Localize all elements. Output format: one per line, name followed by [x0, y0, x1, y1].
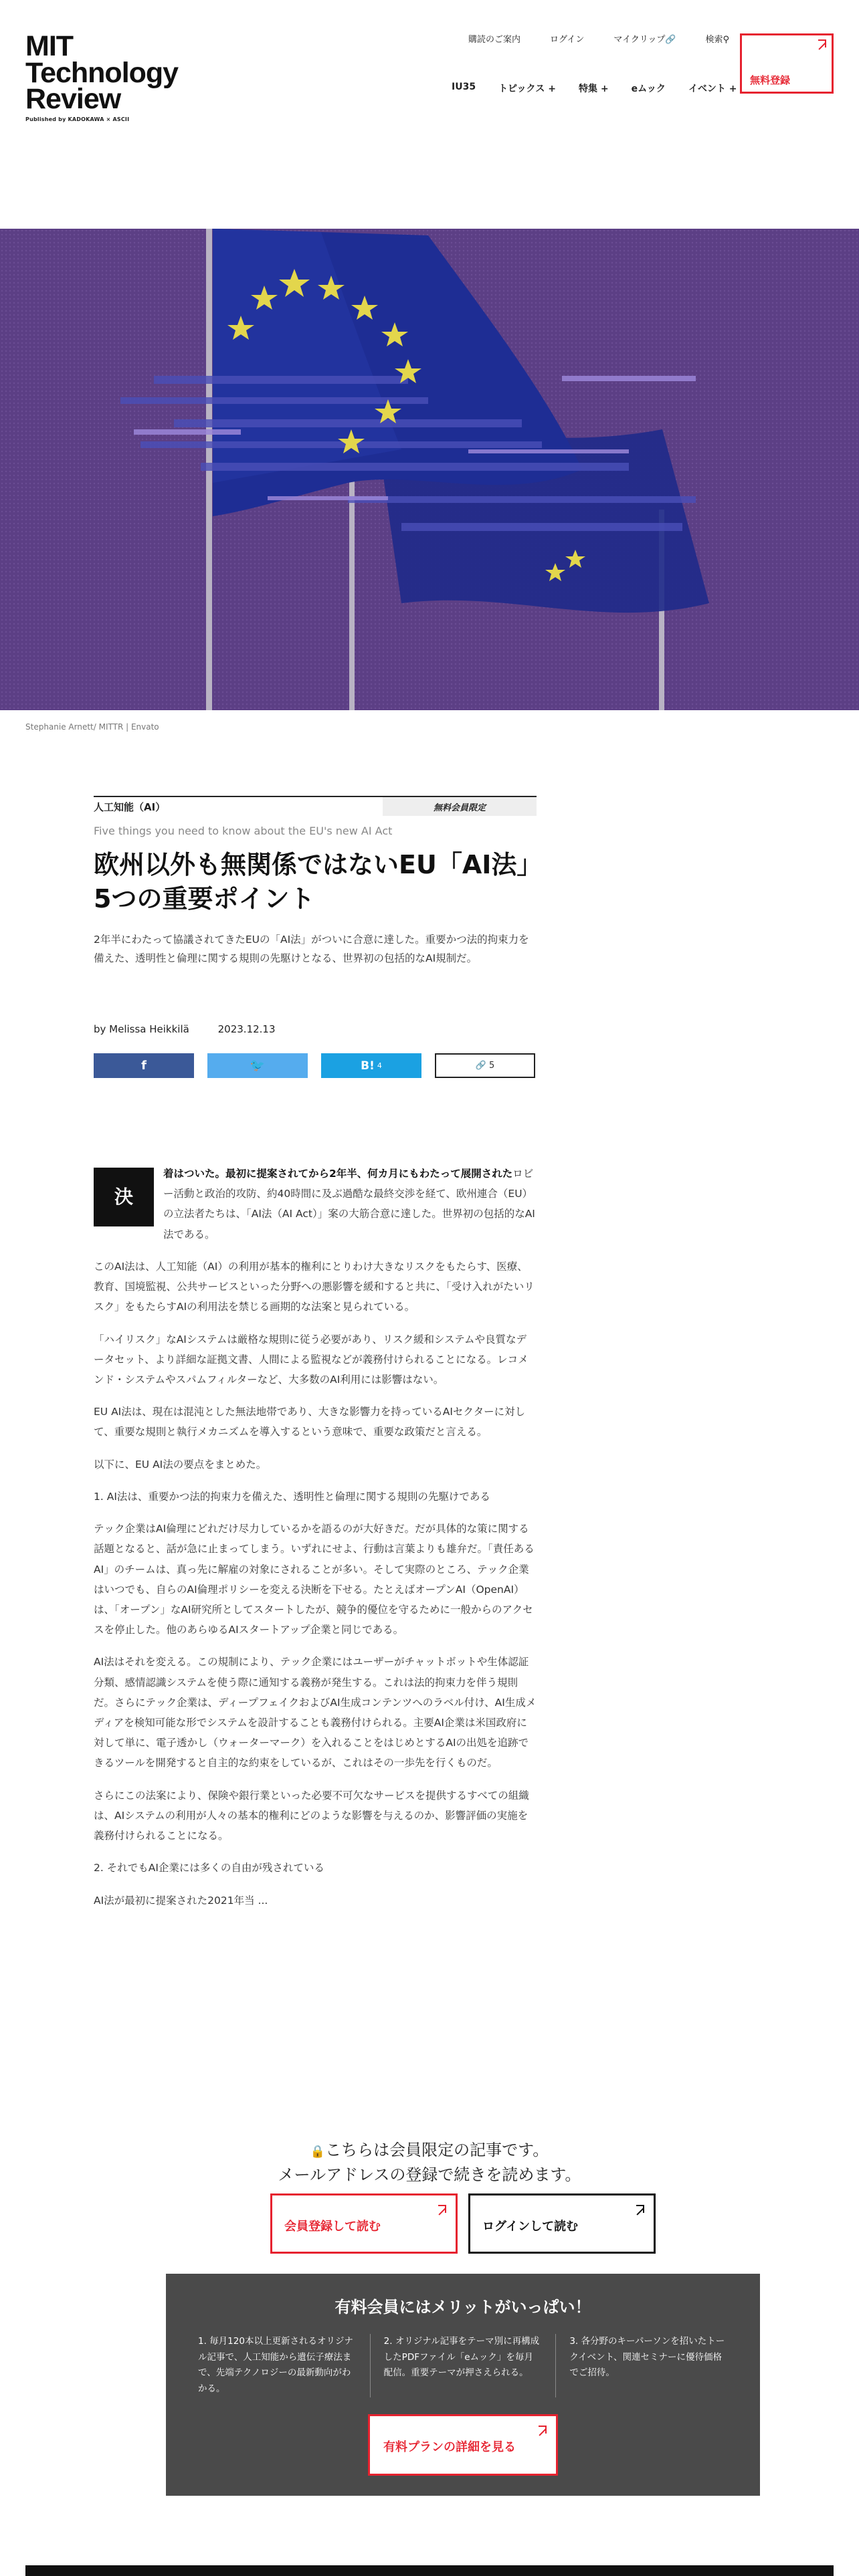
link-icon: 🔗 [475, 1061, 490, 1071]
nav-emook[interactable]: eムック [631, 84, 666, 94]
twitter-icon: 🐦 [250, 1059, 266, 1073]
arrow-up-right-icon [636, 2205, 644, 2213]
share-buttons [94, 1053, 535, 1078]
paragraph: テック企業はAI倫理にどれだけ尽力しているかを語るのが大好きだ。だが具体的な策に関する話題となると、話が急に止まってしまう。いずれにせよ、行動は言葉よりも雄弁だ。「責任あるAI」のチームは、真っ先に解雇の対象にされることが多い。そして実際のところ、テック企業はいつでも、自らのAI倫理ポリシーを変える決断を下せる。たとえばオープンAI（OpenAI）は、「オープン」なAI研究所としてスタートしたが、競争的優位を守るために一般からのアクセスを停止した。他のあらゆるAIスタートアップ企業と同じである。 [94, 1523, 535, 1636]
nav-iu35[interactable]: IU35 [452, 82, 476, 92]
login-read-button[interactable]: ログインして読む [468, 2193, 656, 2254]
nav-topics[interactable]: トピックス + [498, 84, 556, 94]
arrow-up-right-icon [438, 2205, 446, 2213]
image-credit: Stephanie Arnett/ MITTR | Envato [25, 722, 159, 732]
link-login[interactable]: ログイン [550, 35, 585, 45]
link-search[interactable]: 検索⚲ [705, 35, 730, 45]
panel-heading: 有料会員にはメリットがいっぱい！ [335, 2298, 591, 2317]
next-section-strip [25, 2565, 834, 2576]
publish-date: 2023.12.13 [217, 1023, 276, 1035]
benefit-item: 3. 各分野のキーパーソンを招いたトークイベント、関連セミナーに優待価格でご招待。 [555, 2334, 741, 2397]
lead-bold-text: 着はついた。最初に提案されてから2年半、何カ月にもわたって展開された [163, 1168, 513, 1180]
lock-icon: 🔒 [310, 2145, 326, 2159]
hero-image [0, 229, 859, 710]
article-title: 欧州以外も無関係ではないEU「AI法」5つの重要ポイント [94, 850, 530, 914]
article-body [94, 1164, 537, 1923]
link-subscribe[interactable]: 購読のご案内 [468, 35, 521, 45]
facebook-share-button[interactable] [94, 1053, 194, 1078]
gate-line-2: メールアドレスの登録で続きを読めます。 [278, 2165, 581, 2184]
main-nav [452, 82, 760, 95]
logo-line-2: Technology [25, 56, 179, 89]
hatena-count: 4 [377, 1061, 382, 1070]
paid-plan-details-button[interactable]: 有料プランの詳細を見る [368, 2414, 558, 2476]
article-lede: 2年半にわたって協議されてきたEUの「AI法」がついに合意に達した。重要かつ法的拘束力を備えた、透明性と倫理に関する規則の先駆けとなる、世界初の包括的なAI規制だ。 [94, 934, 529, 964]
twitter-share-button[interactable] [207, 1053, 308, 1078]
nav-events[interactable]: イベント + [688, 84, 737, 94]
article-meta-row [94, 796, 537, 816]
member-gate-message [0, 2137, 859, 2185]
paid-benefits-panel [166, 2274, 760, 2496]
section-heading: 2. それでもAI企業には多くの自由が残されている [94, 1862, 324, 1874]
eu-flag-illustration [0, 229, 859, 710]
benefit-item: 1. 毎月120本以上更新されるオリジナル記事で、人工知能から遺伝子療法まで、先端テクノロジーの最新動向がわかる。 [198, 2336, 353, 2394]
author[interactable]: by Melissa Heikkilä [94, 1023, 189, 1035]
register-read-button[interactable]: 会員登録して読む [270, 2193, 458, 2254]
benefits-list [185, 2334, 741, 2397]
clip-button[interactable] [435, 1053, 535, 1078]
arrow-up-right-icon [539, 2426, 547, 2434]
facebook-icon: f [141, 1059, 147, 1073]
hatena-bookmark-button[interactable] [321, 1053, 421, 1078]
paragraph: AI法はそれを変える。この規制により、テック企業にはユーザーがチャットボットや生体認証分類、感情認識システムを使う際に通知する義務が発生する。これは法的拘束力を伴う規則だ。さらにテック企業は、ディープフェイクおよびAI生成コンテンツへのラベル付け、AI生成メディアを検知可能な形でシステムを設計することも義務付けられる。主要AI企業は米国政府に対して単に、電子透かし（ウォーターマーク）を入れることをはじめとするAIの出処を追跡できるツールを開発すると自主的な約束をしているが、これはその一歩先を行くものだ。 [94, 1656, 537, 1769]
lead-text: ロビー活動と政治的攻防、約40時間に及ぶ過酷な最終交渉を経て、欧州連合（EU）の立法者たちは、「AI法（AI Act）」案の大筋合意に達した。世界初の包括的なAI法である。 [163, 1168, 535, 1241]
paragraph: AI法が最初に提案された2021年当 ... [94, 1894, 268, 1907]
logo-line-1: MIT [25, 30, 74, 62]
nav-features[interactable]: 特集 + [578, 84, 609, 94]
gate-line-1: こちらは会員限定の記事です。 [325, 2141, 549, 2159]
clip-count: 5 [489, 1061, 495, 1071]
paragraph: EU AI法は、現在は混沌とした無法地帯であり、大きな影響力を持っているAIセクターに対して、重要な規則と執行メカニズムを導入するという意味で、重要な政策だと言える。 [94, 1406, 526, 1438]
paragraph: このAI法は、人工知能（AI）の利用が基本的権利にとりわけ大きなリスクをもたらす、医療、教育、国境監視、公共サービスといった分野への悪影響を緩和すると共に、「受け入れがたいリスク」をもたらすAIの利用法を禁じる画期的な法案と見られている。 [94, 1260, 535, 1313]
byline [94, 1023, 276, 1035]
top-links [468, 32, 729, 45]
logo-line-3: Review [25, 83, 121, 116]
site-header [0, 0, 859, 221]
paragraph: 「ハイリスク」なAIシステムは厳格な規則に従う必要があり、リスク緩和システムや良質なデータセット、より詳細な証拠文書、人間による監視などが義務付けられることになる。レコメンド・システムやスパムフィルターなど、大多数のAI利用には影響はない。 [94, 1333, 529, 1386]
link-icon: 🔗 [665, 35, 676, 45]
drop-cap: 決 [94, 1168, 154, 1226]
hatena-icon: B! [361, 1059, 375, 1073]
link-myclip[interactable]: マイクリップ🔗 [613, 35, 676, 45]
paragraph: 以下に、EU AI法の要点をまとめた。 [94, 1458, 267, 1471]
content-fade-overlay [0, 1939, 859, 2086]
logo-publisher: Published by KADOKAWA × ASCII [25, 116, 130, 122]
section-heading: 1. AI法は、重要かつ法的拘束力を備えた、透明性と倫理に関する規則の先駆けである [94, 1490, 490, 1503]
members-only-badge: 無料会員限定 [383, 797, 537, 816]
lead-paragraph [94, 1164, 537, 1245]
paragraph: さらにこの法案により、保険や銀行業といった必要不可欠なサービスを提供するすべての組織は、AIシステムの利用が人々の基本的権利にどのような影響を与えるのか、影響評価の実施を義務付けられることになる。 [94, 1789, 529, 1842]
arrow-up-right-icon [818, 39, 826, 47]
english-title: Five things you need to know about the EU's new AI Act [94, 825, 393, 837]
free-register-button[interactable]: 無料登録 [740, 33, 834, 94]
benefit-item: 2. オリジナル記事をテーマ別に再構成したPDFファイル「eムック」を毎月配信。重要テーマが押さえられる。 [370, 2334, 556, 2397]
category-label[interactable]: 人工知能（AI） [94, 800, 166, 813]
search-icon: ⚲ [723, 35, 730, 45]
site-logo[interactable] [25, 30, 179, 122]
